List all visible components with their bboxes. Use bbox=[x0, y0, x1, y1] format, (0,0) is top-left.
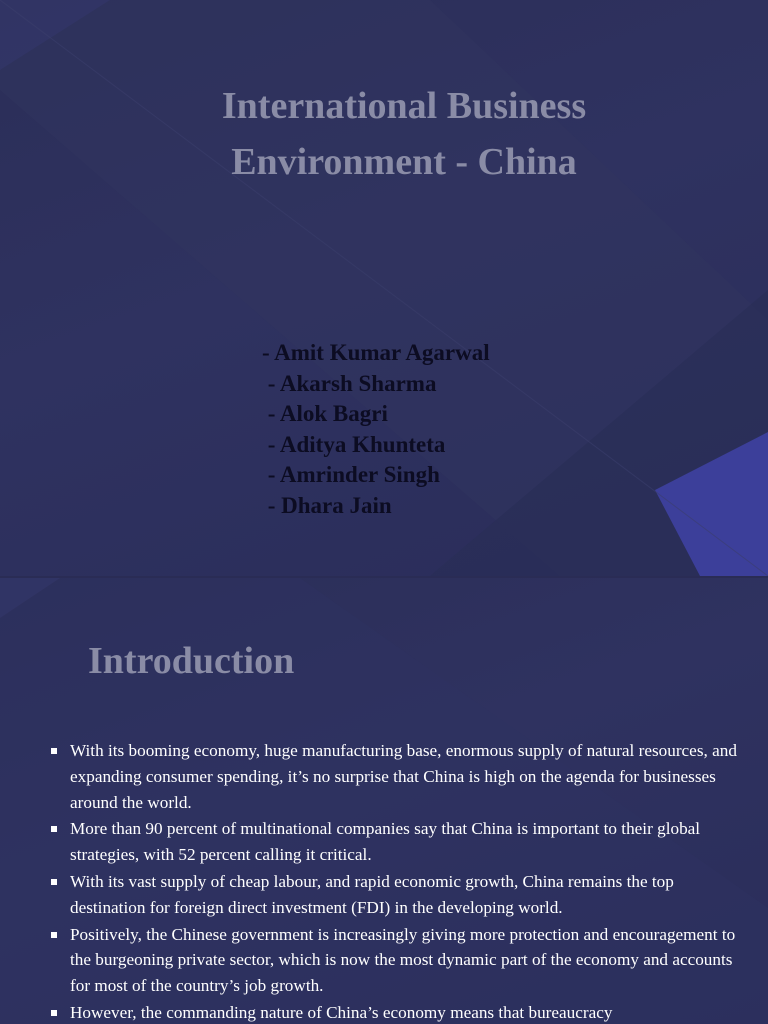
title-line-1: International Business bbox=[221, 85, 587, 127]
author-name: - Dhara Jain bbox=[262, 492, 392, 518]
author-name: - Alok Bagri bbox=[262, 401, 388, 427]
author-name: - Akarsh Sharma bbox=[262, 370, 437, 396]
bullet-list bbox=[48, 738, 738, 1024]
bullet-item: More than 90 percent of multinational companies say that China is important to their global strategies, with 52 percent calling it critical. bbox=[48, 816, 738, 868]
bullet-item: With its vast supply of cheap labour, and rapid economic growth, China remains the top destination for foreign direct investment (FDI) in the developing world. bbox=[48, 869, 738, 921]
author-name: - Aditya Khunteta bbox=[262, 431, 446, 457]
author-list bbox=[262, 338, 490, 522]
bullet-item: However, the commanding nature of China’s economy means that bureaucracy bbox=[48, 1000, 738, 1024]
slide-title: Introduction bbox=[88, 640, 295, 682]
bullet-item: With its booming economy, huge manufacturing base, enormous supply of natural resources, and expanding consumer spending, it’s no surprise that China is high on the agenda for businesses around the world. bbox=[48, 738, 738, 815]
author-name: - Amrinder Singh bbox=[262, 462, 440, 488]
slide-title bbox=[0, 78, 768, 190]
introduction-slide bbox=[0, 578, 768, 1024]
title-line-2: Environment - China bbox=[231, 141, 577, 183]
bullet-item: Positively, the Chinese government is increasingly giving more protection and encouragement to the burgeoning private sector, which is now the most dynamic part of the economy and accounts for most of the country’s job growth. bbox=[48, 922, 738, 999]
author-name: - Amit Kumar Agarwal bbox=[262, 340, 490, 365]
